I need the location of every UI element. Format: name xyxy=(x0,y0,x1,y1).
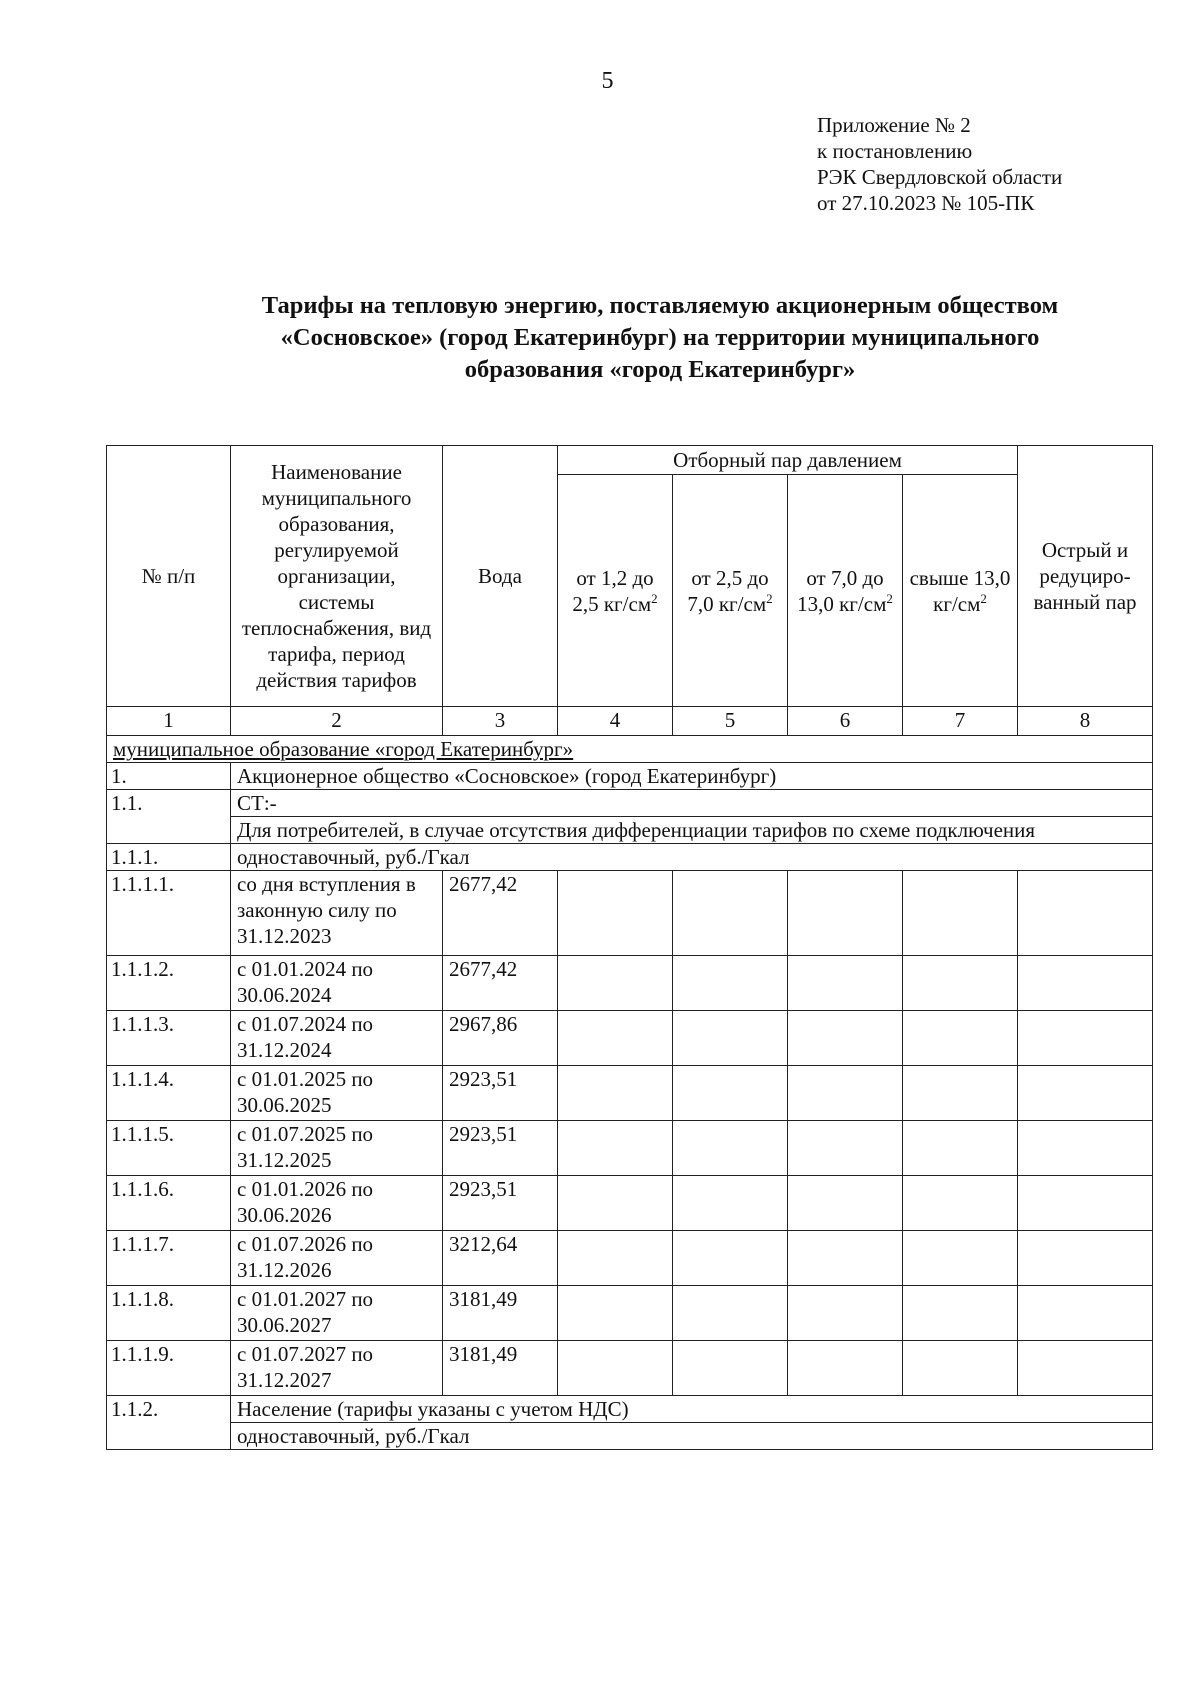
consumers-label: Для потребителей, в случае отсутствия дифференциации тарифов по схеме подключения xyxy=(231,817,1153,844)
empty-cell xyxy=(788,1231,903,1286)
row-number: 1.1.1.9. xyxy=(107,1341,231,1396)
header-sharp-steam: Острый и редуциро-ванный пар xyxy=(1018,446,1153,707)
column-number: 1 xyxy=(107,707,231,736)
empty-cell xyxy=(673,1341,788,1396)
empty-cell xyxy=(558,1286,673,1341)
column-number-row xyxy=(107,707,1153,736)
empty-cell xyxy=(673,1011,788,1066)
empty-cell xyxy=(673,871,788,956)
title-line: «Сосновское» (город Екатеринбург) на территории муниципального xyxy=(280,324,1040,351)
table-row xyxy=(107,1066,1153,1121)
empty-cell xyxy=(673,1231,788,1286)
empty-cell xyxy=(903,1341,1018,1396)
empty-cell xyxy=(558,956,673,1011)
population-label: Население (тарифы указаны с учетом НДС) xyxy=(231,1396,1153,1423)
column-number: 2 xyxy=(231,707,443,736)
empty-cell xyxy=(558,1011,673,1066)
empty-cell xyxy=(1018,1286,1153,1341)
section-title: муниципальное образование «город Екатеринбург» xyxy=(107,736,1153,763)
empty-cell xyxy=(1018,1231,1153,1286)
empty-cell xyxy=(788,1011,903,1066)
header-steam-1: от 1,2 до 2,5 $кг/см^2$ xyxy=(558,475,673,707)
row-number: 1.1. xyxy=(107,790,231,844)
water-tariff: 3181,49 xyxy=(443,1286,558,1341)
header-row xyxy=(107,446,1153,475)
population-rate-label: одноставочный, руб./Гкал xyxy=(231,1423,1153,1450)
empty-cell xyxy=(903,1286,1018,1341)
row-number: 1.1.1.5. xyxy=(107,1121,231,1176)
header-steam-group: Отборный пар давлением xyxy=(558,446,1018,475)
row-number: 1.1.1.3. xyxy=(107,1011,231,1066)
population-row xyxy=(107,1396,1153,1423)
period-cell: с 01.01.2027 по 30.06.2027 xyxy=(231,1286,443,1341)
header-water: Вода xyxy=(443,446,558,707)
water-tariff: 2923,51 xyxy=(443,1066,558,1121)
water-tariff: 3181,49 xyxy=(443,1341,558,1396)
table-row xyxy=(107,956,1153,1011)
org-row xyxy=(107,763,1153,790)
period-cell: с 01.07.2026 по 31.12.2026 xyxy=(231,1231,443,1286)
water-tariff: 3212,64 xyxy=(443,1231,558,1286)
empty-cell xyxy=(673,1286,788,1341)
empty-cell xyxy=(1018,1066,1153,1121)
period-cell: с 01.07.2025 по 31.12.2025 xyxy=(231,1121,443,1176)
empty-cell xyxy=(903,1011,1018,1066)
empty-cell xyxy=(673,1121,788,1176)
period-cell: с 01.01.2025 по 30.06.2025 xyxy=(231,1066,443,1121)
empty-cell xyxy=(903,1231,1018,1286)
empty-cell xyxy=(673,1176,788,1231)
empty-cell xyxy=(1018,956,1153,1011)
period-cell: с 01.07.2024 по 31.12.2024 xyxy=(231,1011,443,1066)
row-number: 1.1.1.7. xyxy=(107,1231,231,1286)
empty-cell xyxy=(1018,1176,1153,1231)
page-number: 5 xyxy=(601,68,614,94)
title-line: Тарифы на тепловую энергию, поставляемую акционерным обществом xyxy=(261,292,1059,319)
water-tariff: 2967,86 xyxy=(443,1011,558,1066)
empty-cell xyxy=(788,1341,903,1396)
column-number: 6 xyxy=(788,707,903,736)
header-steam-4: свыше 13,0 $кг/см^2$ xyxy=(903,475,1018,707)
empty-cell xyxy=(788,1286,903,1341)
empty-cell xyxy=(788,871,903,956)
empty-cell xyxy=(558,871,673,956)
empty-cell xyxy=(1018,1341,1153,1396)
water-tariff: 2677,42 xyxy=(443,956,558,1011)
column-number: 4 xyxy=(558,707,673,736)
empty-cell xyxy=(903,871,1018,956)
appendix-line: РЭК Свердловской области xyxy=(817,165,1063,189)
empty-cell xyxy=(558,1176,673,1231)
empty-cell xyxy=(903,1066,1018,1121)
row-number: 1.1.1.2. xyxy=(107,956,231,1011)
row-number: 1.1.1. xyxy=(107,844,231,871)
column-number: 8 xyxy=(1018,707,1153,736)
empty-cell xyxy=(903,1176,1018,1231)
header-num: № п/п xyxy=(107,446,231,707)
st-label: СТ:- xyxy=(231,790,1153,817)
header-steam-3: от 7,0 до 13,0 $кг/см^2$ xyxy=(788,475,903,707)
row-number: 1.1.1.6. xyxy=(107,1176,231,1231)
table-row xyxy=(107,1176,1153,1231)
header-name: Наименование муниципального образования, регулируемой организации, системы теплоснабжения, вид тарифа, период действия тарифов xyxy=(231,446,443,707)
empty-cell xyxy=(558,1121,673,1176)
empty-cell xyxy=(1018,871,1153,956)
header-steam-2: от 2,5 до 7,0 $кг/см^2$ xyxy=(673,475,788,707)
org-name: Акционерное общество «Сосновское» (город Екатеринбург) xyxy=(231,763,1153,790)
row-number: 1.1.1.8. xyxy=(107,1286,231,1341)
appendix-line: к постановлению xyxy=(817,139,973,163)
water-tariff: 2923,51 xyxy=(443,1176,558,1231)
empty-cell xyxy=(558,1231,673,1286)
empty-cell xyxy=(788,1066,903,1121)
water-tariff: 2923,51 xyxy=(443,1121,558,1176)
empty-cell xyxy=(903,956,1018,1011)
empty-cell xyxy=(673,1066,788,1121)
empty-cell xyxy=(1018,1011,1153,1066)
consumers-row xyxy=(107,817,1153,844)
column-number: 3 xyxy=(443,707,558,736)
empty-cell xyxy=(788,956,903,1011)
title-line: образования «город Екатеринбург» xyxy=(464,356,856,383)
row-number: 1.1.1.4. xyxy=(107,1066,231,1121)
row-number: 1.1.1.1. xyxy=(107,871,231,956)
tariff-table xyxy=(106,445,1153,1450)
column-number: 7 xyxy=(903,707,1018,736)
st-row xyxy=(107,790,1153,817)
one-rate-label: одноставочный, руб./Гкал xyxy=(231,844,1153,871)
empty-cell xyxy=(673,956,788,1011)
water-tariff: 2677,42 xyxy=(443,871,558,956)
appendix-block xyxy=(817,112,1062,216)
empty-cell xyxy=(1018,1121,1153,1176)
section-row xyxy=(107,736,1153,763)
empty-cell xyxy=(788,1176,903,1231)
column-number: 5 xyxy=(673,707,788,736)
appendix-line: Приложение № 2 xyxy=(817,113,971,137)
empty-cell xyxy=(903,1121,1018,1176)
table-row xyxy=(107,1121,1153,1176)
table-row xyxy=(107,1231,1153,1286)
period-cell: с 01.07.2027 по 31.12.2027 xyxy=(231,1341,443,1396)
period-cell: с 01.01.2024 по 30.06.2024 xyxy=(231,956,443,1011)
table-row xyxy=(107,1286,1153,1341)
period-cell: с 01.01.2026 по 30.06.2026 xyxy=(231,1176,443,1231)
row-number: 1.1.2. xyxy=(107,1396,231,1450)
period-cell: со дня вступления в законную силу по 31.12.2023 xyxy=(231,871,443,956)
empty-cell xyxy=(558,1066,673,1121)
row-number: 1. xyxy=(107,763,231,790)
one-rate-row xyxy=(107,844,1153,871)
population-rate-row xyxy=(107,1423,1153,1450)
table-row xyxy=(107,1341,1153,1396)
table-row xyxy=(107,1011,1153,1066)
appendix-line: от 27.10.2023 № 105-ПК xyxy=(817,191,1035,215)
empty-cell xyxy=(788,1121,903,1176)
document-title xyxy=(120,290,1200,386)
table-row xyxy=(107,871,1153,956)
empty-cell xyxy=(558,1341,673,1396)
